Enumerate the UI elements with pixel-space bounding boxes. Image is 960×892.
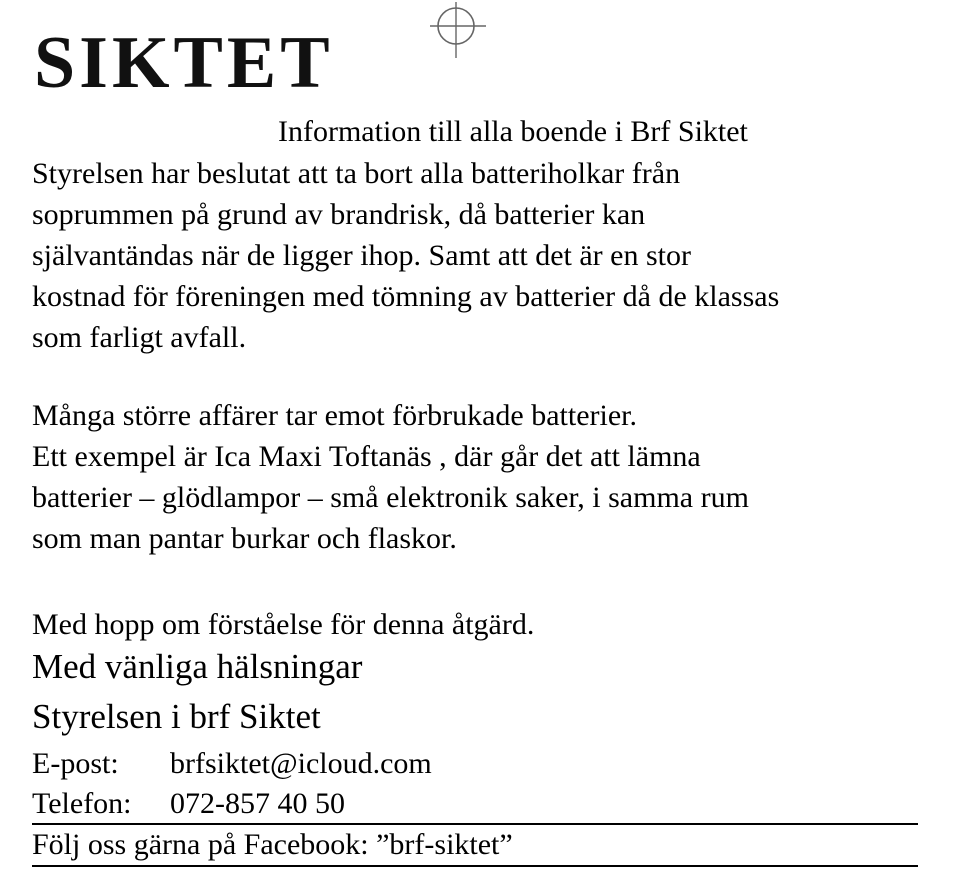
text-line: Styrelsen har beslutat att ta bort alla batteriholkar från [32, 157, 681, 190]
phone-label: Telefon: [32, 787, 132, 820]
email-address[interactable]: brfsiktet@icloud.com [170, 747, 432, 780]
text-line: självantändas när de ligger ihop. Samt att det är en stor [32, 239, 691, 272]
paragraph-battery-removal [32, 153, 779, 358]
crosshair-icon [404, 0, 500, 66]
phone-row [32, 786, 345, 822]
greeting-text: Med vänliga hälsningar [32, 647, 363, 686]
facebook-text: Följ oss gärna på Facebook: ”brf-siktet” [32, 828, 513, 861]
text-line: kostnad för föreningen med tömning av batterier då de klassas [32, 280, 780, 313]
text-line: som farligt avfall. [32, 321, 247, 354]
signature-text: Styrelsen i brf Siktet [32, 697, 321, 736]
text-line: Många större affärer tar emot förbrukade batterier. [32, 399, 637, 432]
text-line: Ett exempel är Ica Maxi Toftanäs , där går det att lämna [32, 440, 701, 473]
text-line: som man pantar burkar och flaskor. [32, 522, 457, 555]
logo-text: SIKTET [34, 22, 334, 104]
closing-text: Med hopp om förståelse för denna åtgärd. [32, 608, 535, 641]
phone-number[interactable]: 072-857 40 50 [170, 787, 345, 820]
paragraph-battery-recycling [32, 395, 749, 559]
notice-title: Information till alla boende i Brf Siktet [278, 115, 748, 148]
divider-line [32, 865, 918, 867]
text-line: soprummen på grund av brandrisk, då batterier kan [32, 198, 646, 231]
text-line: batterier – glödlampor – små elektronik saker, i samma rum [32, 481, 749, 514]
email-row [32, 746, 432, 782]
divider-line [32, 823, 918, 825]
email-label: E-post: [32, 747, 119, 780]
